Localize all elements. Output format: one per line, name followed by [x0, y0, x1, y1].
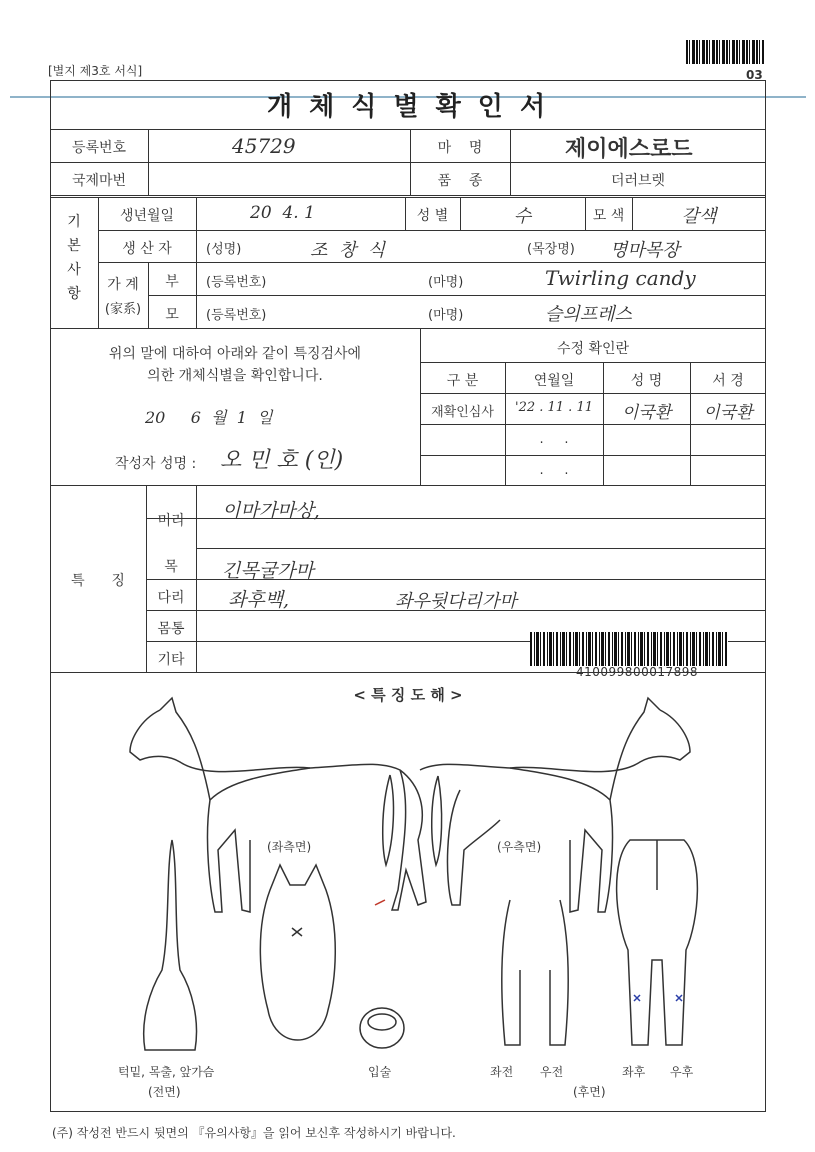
- rear-view-label: (후면): [573, 1085, 606, 1099]
- breeder-label: 생 산 자: [122, 241, 172, 257]
- front-legs-icon: [502, 900, 569, 1045]
- lineage-hanja: (家系): [104, 302, 142, 317]
- col-type: 구 분: [446, 373, 479, 389]
- other-label: 기타: [157, 652, 185, 668]
- dam-reg-hint: (등록번호): [206, 308, 267, 323]
- right-front-label: 우전: [540, 1065, 564, 1079]
- breed-label: 품 종: [437, 173, 483, 189]
- empty-date-2: . .: [539, 463, 569, 478]
- left-front-label: 좌전: [490, 1065, 514, 1079]
- birth-value: 20 4. 1: [250, 203, 315, 223]
- author-value: 오 민 호 (인): [220, 448, 344, 473]
- front-view-label: (전면): [148, 1085, 181, 1099]
- breeder-name-hint: (성명): [206, 242, 242, 257]
- sire-name-value: Twirling candy: [545, 266, 696, 290]
- sex-label: 성 별: [416, 208, 449, 224]
- front-parts-label: 턱밑, 목출, 앞가슴: [118, 1065, 215, 1079]
- color-label: 모 색: [592, 208, 625, 224]
- leg-value: 좌후백,: [228, 589, 290, 611]
- page-title: 개 체 식 별 확 인 서: [266, 92, 550, 122]
- horse-diagram: [100, 690, 720, 1070]
- left-side-horse-icon: [130, 698, 426, 912]
- reg-no-label: 등록번호: [71, 140, 127, 156]
- intl-no-label: 국제마번: [71, 173, 127, 189]
- muzzle-label: 입술: [368, 1065, 392, 1079]
- recheck-date: '22 . 11 . 11: [515, 400, 593, 415]
- dam-label: 모: [165, 307, 179, 323]
- dam-name-value: 슬의프레스: [545, 304, 632, 325]
- right-side-label: (우측면): [497, 840, 542, 854]
- lineage-label: 가 계: [107, 277, 139, 293]
- right-hind-label: 우후: [670, 1065, 694, 1079]
- sex-value: 수: [513, 206, 532, 227]
- confirm-text-2: 의한 개체식별을 확인합니다.: [147, 368, 323, 384]
- body-label: 몸통: [157, 621, 185, 637]
- sticker-barcode: [530, 632, 728, 666]
- empty-date-1: . .: [539, 432, 569, 447]
- col-sign: 서 경: [712, 373, 744, 389]
- breed-value: 더러브렛: [610, 173, 666, 189]
- sire-name-hint: (마명): [428, 275, 464, 290]
- rear-view-horse-icon: [617, 840, 698, 1045]
- features-section-label: 특 징: [71, 573, 125, 589]
- neck-label: 목: [164, 559, 178, 575]
- birth-label: 생년월일: [119, 208, 175, 224]
- confirm-date: 20 6 월 1 일: [145, 408, 273, 427]
- recheck-name: 이국환: [621, 403, 672, 423]
- head-value: 이마가마상,: [222, 500, 320, 522]
- header-barcode: [686, 40, 764, 64]
- horse-name-label: 마 명: [437, 140, 483, 156]
- diagram-title: < 특 징 도 해 >: [353, 686, 463, 704]
- left-hind-label: 좌후: [622, 1065, 646, 1079]
- footer-note: (주) 작성전 반드시 뒷면의 『유의사항』을 읽어 보신후 작성하시기 바랍니다.: [52, 1126, 456, 1140]
- muzzle-icon: [360, 1008, 404, 1048]
- head-label: 머리: [157, 513, 185, 529]
- revision-title: 수정 확인란: [556, 341, 630, 357]
- basic-section-label: 기 본 사 항: [67, 214, 81, 302]
- dam-name-hint: (마명): [428, 308, 464, 323]
- breeder-name-value: 조 창 식: [310, 240, 386, 261]
- neck-value: 긴목굴가마: [222, 560, 314, 582]
- farm-hint: (목장명): [527, 242, 575, 257]
- farm-value: 명마목장: [610, 240, 680, 261]
- leg-label: 다리: [157, 590, 185, 606]
- reg-no-value: 45729: [232, 134, 296, 158]
- col-date: 연월일: [533, 373, 575, 389]
- recheck-label: 재확인심사: [431, 405, 494, 420]
- col-name: 성 명: [630, 373, 663, 389]
- right-side-horse-icon: [420, 698, 690, 912]
- sire-reg-hint: (등록번호): [206, 275, 267, 290]
- barcode-number: 410099800017898: [576, 665, 699, 679]
- color-value: 갈색: [681, 206, 717, 227]
- recheck-sign: 이국환: [703, 403, 753, 423]
- horse-name-value: 제이에스로드: [565, 136, 693, 162]
- leg-value-blue: 좌우뒷다리가마: [395, 591, 517, 612]
- horse-head-icon: [260, 865, 335, 1040]
- form-number: [별지 제3호 서식]: [48, 64, 143, 78]
- left-side-label: (좌측면): [267, 840, 312, 854]
- page-code: 03: [746, 68, 763, 82]
- front-view-horse-icon: [144, 840, 197, 1050]
- confirm-text-1: 위의 말에 대하여 아래와 같이 특징검사에: [108, 346, 362, 362]
- sire-label: 부: [165, 274, 179, 290]
- author-label: 작성자 성명 :: [115, 456, 197, 472]
